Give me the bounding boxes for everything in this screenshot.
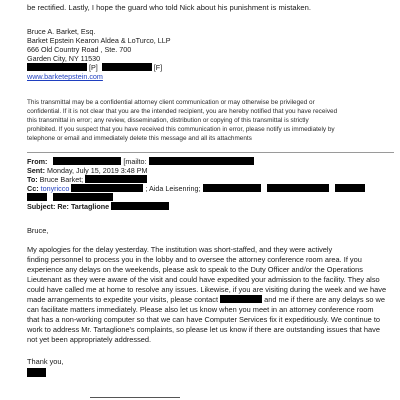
sent-value: Monday, July 15, 2019 3:48 PM (46, 166, 148, 175)
body-line-3: experience any delays on the weekends, please ask to speak to the Duty Officer and/or the Operations (27, 265, 363, 274)
disclaimer-line-1: This transmittal may be a confidential attorney client communication or may otherwise be privileged or (27, 99, 315, 106)
signature-name: Bruce A. Barket, Esq. (27, 27, 96, 36)
signoff-row (27, 368, 46, 378)
cc-value-2: ; Aida Leisenring; (145, 184, 201, 193)
to-label: To: (27, 175, 38, 184)
body-line-7: can facilitate matters immediately. Please also let us know when you meet in an attorney conference room (27, 305, 374, 314)
phone-label: [P] (89, 63, 98, 72)
subject-row (27, 202, 169, 211)
body-line-8: that has a non-working computer so that we can have Computer Services fix it expeditiously. We continue to (27, 315, 381, 324)
body-line-2: finding personnel to process you in the lobby and to oversee the attorney conference room area. If you (27, 255, 362, 264)
redacted-cc-2 (203, 184, 261, 192)
redacted-fax (102, 63, 152, 71)
previous-message-text: be rectified. Lastly, I hope the guard who told Nick about his punishment is mistaken. (27, 3, 311, 12)
redacted-cc-5 (27, 193, 47, 201)
from-mailto: [mailto: (123, 157, 147, 166)
cc-label: Cc: (27, 184, 39, 193)
redacted-signoff-name (27, 368, 46, 377)
signature-firm: Barket Epstein Kearon Aldea & LoTurco, LLP (27, 36, 171, 45)
body-line-9: work to address Mr. Tartaglione's complaints, so please let us know if there are outstanding issues that have (27, 325, 380, 334)
body-line-4: Lieutenant as they were aware of the visit and could have expedited your admission to the facility. They also (27, 275, 380, 284)
redacted-cc-3 (267, 184, 329, 192)
redacted-cc-4 (335, 184, 365, 192)
redacted-recipient (85, 175, 147, 183)
disclaimer-line-4: prohibited. If you suspect that you have received this communication in error, please notify us immediately by (27, 126, 335, 133)
website-link[interactable]: www.barketepstein.com (27, 72, 103, 81)
redacted-phone (27, 63, 87, 71)
bottom-divider (90, 397, 180, 398)
subject-value: Re: Tartaglione (57, 202, 110, 211)
signature-phone-fax-row (27, 63, 162, 72)
closing: Thank you, (27, 357, 64, 366)
body-line-6 (27, 295, 385, 305)
redacted-cc-6 (53, 193, 113, 201)
to-value: Bruce Barket; (39, 175, 84, 184)
from-row (27, 157, 254, 166)
header-divider (27, 152, 394, 153)
subject-label: Subject: (27, 202, 56, 211)
redacted-subject (111, 202, 169, 210)
body-line-1: My apologies for the delay yesterday. The institution was short-staffed, and they were actively (27, 245, 333, 254)
cc-continuation-row (27, 193, 113, 202)
sent-label: Sent: (27, 166, 45, 175)
redacted-sender (53, 157, 121, 165)
body-line-10: not yet been appropriately addressed. (27, 335, 152, 344)
body-line-6-end: and me if there are any delays so we (264, 295, 385, 304)
redacted-cc-1 (71, 184, 143, 192)
body-line-6-start: made arrangements to expedite your visits, please contact (27, 295, 219, 304)
from-label: From: (27, 157, 48, 166)
redacted-contact (220, 295, 262, 303)
fax-label: [F] (153, 63, 163, 72)
disclaimer-line-5: telephone or email and immediately delete this message and all its attachments (27, 135, 252, 142)
greeting: Bruce, (27, 226, 49, 235)
signature-address-line-2: Garden City, NY 11530 (27, 54, 101, 63)
sent-row (27, 166, 148, 175)
cc-row (27, 184, 365, 193)
cc-value-1: tonyricco (40, 184, 70, 193)
disclaimer-line-3: this transmittal in error; any review, dissemination, distribution or copying of this transmittal is strictly (27, 117, 309, 124)
disclaimer-line-2: confidential. If it is not clear that you are the intended recipient, you are hereby notified that you have received (27, 108, 338, 115)
signature-address-line-1: 666 Old Country Road , Ste. 700 (27, 45, 132, 54)
to-row (27, 175, 147, 184)
redacted-sender-email (149, 157, 254, 165)
body-line-5: could have called me at home to resolve any issues. Likewise, if you are visiting during the week and we have (27, 285, 387, 294)
